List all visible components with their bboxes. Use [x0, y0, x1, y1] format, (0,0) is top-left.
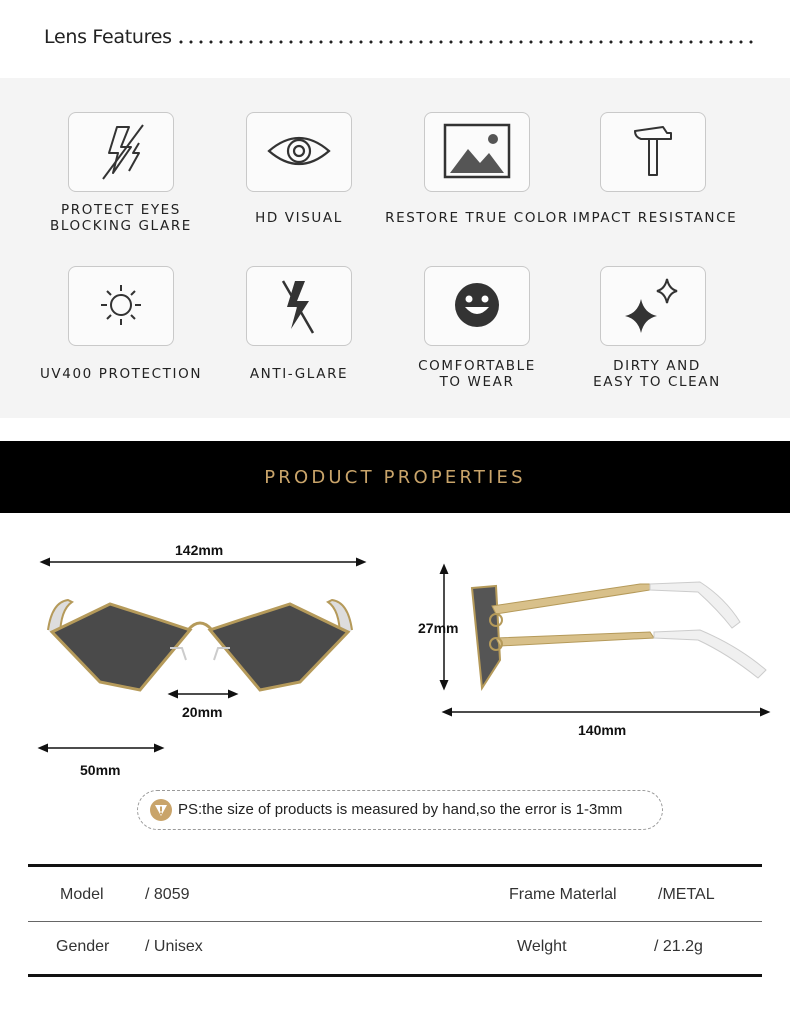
side-view-diagram — [400, 520, 790, 790]
label-line: PROTECT EYES — [61, 202, 181, 218]
width-label: 142mm — [175, 542, 224, 558]
spec-value-gender: / Unisex — [145, 938, 203, 955]
spec-label-frame-material: Frame Materlal — [509, 886, 617, 903]
spec-label-model: Model — [60, 886, 104, 903]
bridge-label: 20mm — [182, 704, 223, 720]
front-view-diagram — [0, 520, 400, 790]
feature-label — [382, 210, 572, 226]
label-line: DIRTY AND — [613, 358, 701, 374]
measurement-note-text: PS:the size of products is measured by hand,so the error is 1-3mm — [178, 801, 623, 818]
warning-icon — [150, 799, 172, 821]
lightning-slash-icon — [68, 112, 174, 192]
label-line: IMPACT RESISTANCE — [572, 210, 738, 226]
lens-features-title: Lens Features — [44, 26, 172, 48]
label-line: EASY TO CLEAN — [593, 374, 721, 390]
measurement-note — [137, 790, 663, 830]
feature-label — [382, 358, 572, 390]
hammer-icon — [600, 112, 706, 192]
right-lens — [210, 604, 348, 690]
eye-icon — [246, 112, 352, 192]
spec-label-weight: Welght — [517, 938, 567, 955]
feature-label — [560, 210, 750, 226]
feature-label — [26, 202, 216, 234]
spec-label-gender: Gender — [56, 938, 110, 955]
lens-width-label: 50mm — [80, 762, 121, 778]
spec-top-rule — [28, 864, 762, 867]
label-line: TO WEAR — [439, 374, 515, 390]
feature-label — [204, 210, 394, 226]
features-panel — [0, 78, 790, 418]
label-line: UV400 PROTECTION — [39, 366, 203, 382]
smiley-icon — [424, 266, 530, 346]
feature-label — [204, 366, 394, 382]
label-line: HD VISUAL — [255, 210, 343, 226]
spec-bottom-rule — [28, 974, 762, 977]
product-properties-banner — [0, 441, 790, 513]
height-label: 27mm — [418, 620, 459, 636]
spec-value-weight: / 21.2g — [654, 938, 703, 955]
label-line: ANTI-GLARE — [249, 366, 349, 382]
dotted-leader — [176, 40, 754, 44]
sparkle-icon — [600, 266, 706, 346]
left-lens — [52, 604, 190, 690]
temple-label: 140mm — [578, 722, 627, 738]
spec-mid-rule — [28, 921, 762, 922]
feature-label — [26, 366, 216, 382]
sun-icon — [68, 266, 174, 346]
anti-glare-bolt-icon — [246, 266, 352, 346]
label-line: COMFORTABLE — [418, 358, 536, 374]
lens-features-header — [0, 0, 790, 78]
feature-label — [562, 358, 752, 390]
picture-mountain-icon — [424, 112, 530, 192]
label-line: BLOCKING GLARE — [50, 218, 192, 234]
spec-value-model: / 8059 — [145, 886, 190, 903]
spec-value-frame-material: /METAL — [658, 886, 715, 903]
product-properties-title: PRODUCT PROPERTIES — [264, 467, 526, 488]
label-line: RESTORE TRUE COLOR — [385, 210, 569, 226]
